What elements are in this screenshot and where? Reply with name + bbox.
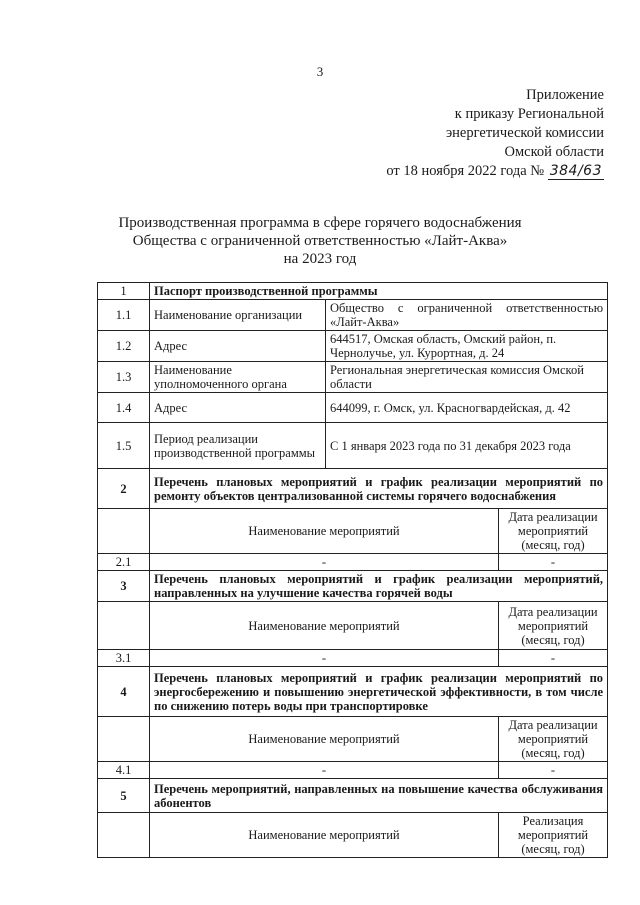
- row-value: Общество с ограниченной ответственностью «Лайт-Аква»: [326, 300, 608, 331]
- column-header-row: [98, 717, 608, 762]
- row-value: С 1 января 2023 года по 31 декабря 2023 года: [326, 423, 608, 469]
- appendix-date: от 18 ноября 2022 года №: [386, 163, 545, 179]
- appendix-line-1: Приложение: [526, 87, 604, 103]
- row-name: -: [150, 762, 499, 779]
- row-label: Наименование уполномоченного органа: [150, 362, 326, 393]
- row-label: Адрес: [150, 331, 326, 362]
- column-header-name: Наименование мероприятий: [150, 509, 499, 554]
- row-number: 1.5: [98, 423, 150, 469]
- row-name: -: [150, 650, 499, 667]
- column-header-name: Наименование мероприятий: [150, 602, 499, 650]
- table-row: [98, 331, 608, 362]
- title-line-3: на 2023 год: [283, 251, 357, 267]
- section-number: 4: [98, 667, 150, 717]
- table-row: [98, 393, 608, 423]
- row-number: 3.1: [98, 650, 150, 667]
- row-value: 644099, г. Омск, ул. Красногвардейская, д. 42: [326, 393, 608, 423]
- column-header-row: [98, 813, 608, 858]
- appendix-line-2: к приказу Региональной: [454, 106, 604, 122]
- row-label: Наименование организации: [150, 300, 326, 331]
- appendix-header: [344, 86, 604, 181]
- appendix-line-4: Омской области: [504, 144, 604, 160]
- blank-cell: [98, 813, 150, 858]
- row-label: Период реализации производственной программы: [150, 423, 326, 469]
- column-header-name: Наименование мероприятий: [150, 717, 499, 762]
- row-number: 1.1: [98, 300, 150, 331]
- row-number: 1.4: [98, 393, 150, 423]
- blank-cell: [98, 602, 150, 650]
- row-number: 4.1: [98, 762, 150, 779]
- column-header-date: Дата реализации мероприятий (месяц, год): [499, 717, 608, 762]
- table-row: [98, 650, 608, 667]
- document-title: [0, 214, 640, 268]
- section-number: 5: [98, 779, 150, 813]
- section-title: Перечень мероприятий, направленных на повышение качества обслуживания абонентов: [150, 779, 608, 813]
- row-date: -: [499, 650, 608, 667]
- section-title: Перечень плановых мероприятий и график реализации мероприятий по энергосбережению и повышению энергетической эффективности, в том числе по снижению потерь воды при транспортировке: [150, 667, 608, 717]
- section-1-header: [98, 283, 608, 300]
- column-header-date: Реализация мероприятий (месяц, год): [499, 813, 608, 858]
- section-4-header: [98, 667, 608, 717]
- blank-cell: [98, 509, 150, 554]
- table-row: [98, 300, 608, 331]
- column-header-date: Дата реализации мероприятий (месяц, год): [499, 509, 608, 554]
- table-row: [98, 362, 608, 393]
- table-row: [98, 423, 608, 469]
- row-date: -: [499, 762, 608, 779]
- section-number: 3: [98, 571, 150, 602]
- row-value: 644517, Омская область, Омский район, п. Чернолучье, ул. Курортная, д. 24: [326, 331, 608, 362]
- column-header-date: Дата реализации мероприятий (месяц, год): [499, 602, 608, 650]
- row-number: 1.3: [98, 362, 150, 393]
- row-number: 2.1: [98, 554, 150, 571]
- table-row: [98, 554, 608, 571]
- title-line-1: Производственная программа в сфере горячего водоснабжения: [118, 215, 522, 231]
- column-header-row: [98, 602, 608, 650]
- row-name: -: [150, 554, 499, 571]
- row-number: 1.2: [98, 331, 150, 362]
- appendix-date-line: [344, 162, 604, 181]
- appendix-line-3: энергетической комиссии: [445, 125, 604, 141]
- table-row: [98, 762, 608, 779]
- section-title: Паспорт производственной программы: [150, 283, 608, 300]
- row-date: -: [499, 554, 608, 571]
- title-line-2: Общества с ограниченной ответственностью «Лайт-Аква»: [132, 233, 508, 249]
- section-3-header: [98, 571, 608, 602]
- section-title: Перечень плановых мероприятий и график реализации мероприятий по ремонту объектов централизованной системы горячего водоснабжения: [150, 469, 608, 509]
- section-number: 2: [98, 469, 150, 509]
- order-number: 384/63: [549, 163, 602, 179]
- column-header-row: [98, 509, 608, 554]
- section-2-header: [98, 469, 608, 509]
- section-5-header: [98, 779, 608, 813]
- row-value: Региональная энергетическая комиссия Омской области: [326, 362, 608, 393]
- column-header-name: Наименование мероприятий: [150, 813, 499, 858]
- section-number: 1: [98, 283, 150, 300]
- page-number: 3: [316, 64, 324, 79]
- blank-cell: [98, 717, 150, 762]
- row-label: Адрес: [150, 393, 326, 423]
- program-table: [97, 282, 608, 858]
- section-title: Перечень плановых мероприятий и график реализации мероприятий, направленных на улучшение качества горячей воды: [150, 571, 608, 602]
